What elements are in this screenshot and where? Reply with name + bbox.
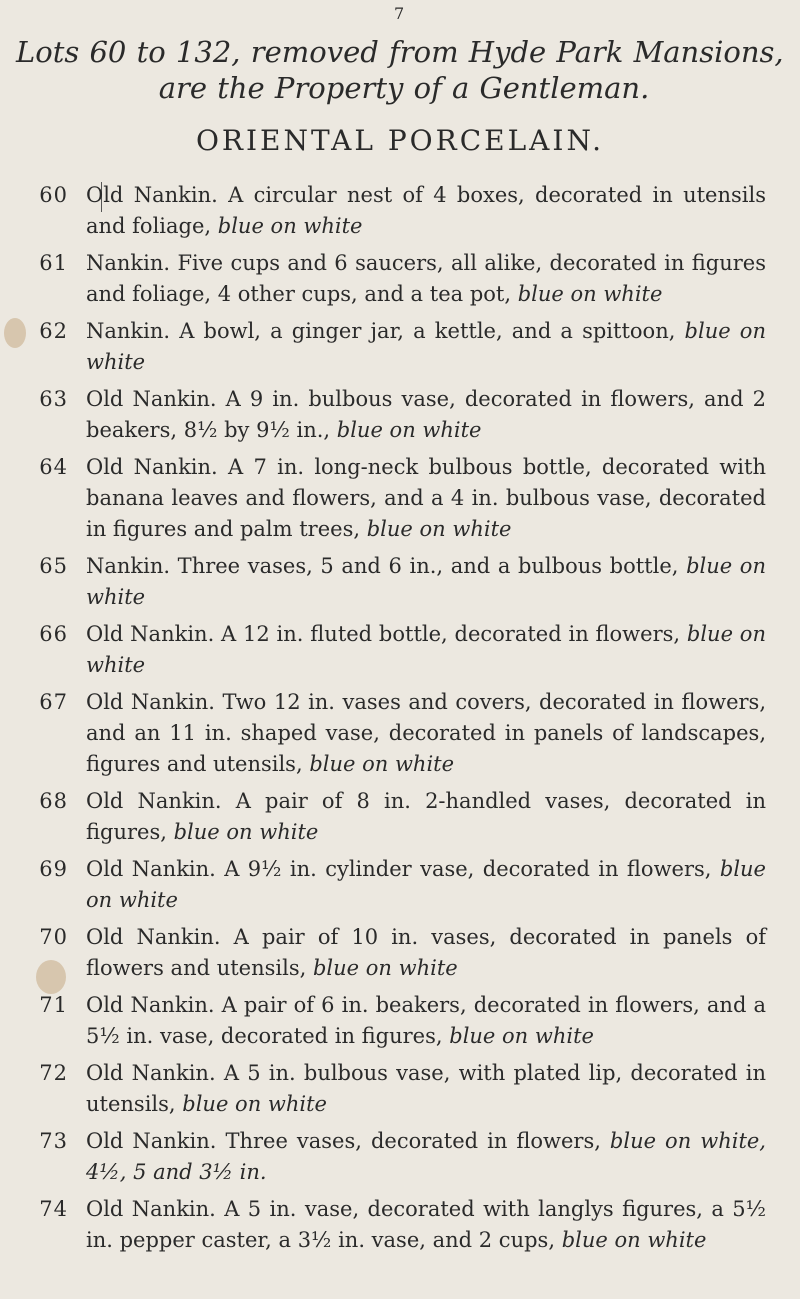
lot-description-text: Old Nankin. A pair of 6 in. beakers, decorated in flowers, and a 5½ in. vase, decorated in figures, (86, 993, 766, 1048)
lot-entry (0, 1194, 800, 1256)
lot-colour-note: blue on white (86, 857, 766, 912)
lot-number: 60 (39, 183, 68, 207)
lot-colour-note: blue on white (309, 752, 455, 776)
lot-description-text: Old Nankin. A pair of 10 in. vases, decorated in panels of flowers and utensils, (86, 925, 766, 980)
lot-description (86, 551, 766, 613)
header-line-2: are the Property of a Gentleman. (158, 71, 650, 105)
lot-description-text: Nankin. Five cups and 6 saucers, all alike, decorated in figures and foliage, 4 other cups, and a tea pot, (86, 251, 766, 306)
lot-number: 66 (39, 622, 68, 646)
lot-entry (0, 619, 800, 681)
lot-description-text: Old Nankin. A circular nest of 4 boxes, decorated in utensils and foliage, (86, 183, 766, 238)
lot-number: 64 (39, 455, 68, 479)
lot-description (86, 854, 766, 916)
lot-entry (0, 384, 800, 446)
lot-colour-note: blue on white (86, 554, 766, 609)
lot-description (86, 1194, 766, 1256)
lot-number: 72 (39, 1061, 68, 1085)
lot-number: 62 (39, 319, 68, 343)
lot-colour-note: blue on white, 4½, 5 and 3½ in. (86, 1129, 766, 1184)
lot-description (86, 687, 766, 780)
lot-colour-note: blue on white (312, 956, 458, 980)
lot-number: 69 (39, 857, 68, 881)
lot-colour-note: blue on white (517, 282, 663, 306)
lot-description (86, 248, 766, 310)
lot-entry (0, 786, 800, 848)
lot-description (86, 1126, 766, 1188)
lot-description-text: Nankin. Three vases, 5 and 6 in., and a bulbous bottle, (86, 554, 679, 578)
lot-number: 65 (39, 554, 68, 578)
lot-colour-note: blue on white (561, 1228, 707, 1252)
lot-description-text: Old Nankin. A 12 in. fluted bottle, decorated in flowers, (86, 622, 681, 646)
lot-number: 71 (39, 993, 68, 1017)
lot-description (86, 316, 766, 378)
lot-number: 61 (39, 251, 68, 275)
lot-colour-note: blue on white (366, 517, 512, 541)
lot-colour-note: blue on white (173, 820, 319, 844)
lot-colour-note: blue on white (86, 622, 766, 677)
lot-description-text: Old Nankin. A 9½ in. cylinder vase, decorated in flowers, (86, 857, 712, 881)
lot-entry (0, 854, 800, 916)
lot-description (86, 1058, 766, 1120)
lot-description-text: Old Nankin. A 9 in. bulbous vase, decorated in flowers, and 2 beakers, 8½ by 9½ in., (86, 387, 766, 442)
lot-description (86, 619, 766, 681)
lot-description (86, 452, 766, 545)
lot-number: 67 (39, 690, 68, 714)
header-line-1: Lots 60 to 132, removed from Hyde Park Mansions, (16, 35, 784, 69)
section-title: ORIENTAL PORCELAIN. (195, 124, 605, 157)
lot-list (0, 180, 800, 1262)
lot-entry (0, 452, 800, 545)
lot-colour-note: blue on white (336, 418, 482, 442)
lot-description-text: Old Nankin. A 7 in. long-neck bulbous bottle, decorated with banana leaves and flowers, and a 4 in. bulbous vase, decorated in figures and palm trees, (86, 455, 766, 541)
lot-description-text: Old Nankin. A 5 in. bulbous vase, with plated lip, decorated in utensils, (86, 1061, 766, 1116)
lot-entry (0, 687, 800, 780)
lot-description (86, 922, 766, 984)
lot-entry (0, 922, 800, 984)
lot-colour-note: blue on white (182, 1092, 327, 1116)
lot-description-text: Old Nankin. Three vases, decorated in flowers, (86, 1129, 601, 1153)
lot-description (86, 990, 766, 1052)
lot-entry (0, 551, 800, 613)
lot-entry (0, 180, 800, 242)
lot-number: 63 (39, 387, 68, 411)
lot-number: 73 (39, 1129, 68, 1153)
lot-description (86, 180, 766, 242)
lots-header (16, 34, 786, 106)
lot-entry (0, 316, 800, 378)
lot-description-text: Old Nankin. Two 12 in. vases and covers, decorated in flowers, and an 11 in. shaped vase, decorated in panels of landscapes, figures and utensils, (86, 690, 766, 776)
lot-colour-note: blue on white (217, 214, 363, 238)
lot-entry (0, 990, 800, 1052)
lot-description-text: Old Nankin. A pair of 8 in. 2-handled vases, decorated in figures, (86, 789, 766, 844)
lot-description-text: Nankin. A bowl, a ginger jar, a kettle, and a spittoon, (86, 319, 676, 343)
page-number: 7 (394, 4, 405, 23)
lot-description (86, 786, 766, 848)
lot-number: 68 (39, 789, 68, 813)
lot-colour-note: blue on white (86, 319, 766, 374)
lot-number: 74 (39, 1197, 68, 1221)
lot-entry (0, 248, 800, 310)
lot-number: 70 (39, 925, 68, 949)
lot-entry (0, 1126, 800, 1188)
lot-description-text: Old Nankin. A 5 in. vase, decorated with langlys figures, a 5½ in. pepper caster, a 3½ in. vase, and 2 cups, (86, 1197, 766, 1252)
lot-entry (0, 1058, 800, 1120)
lot-description (86, 384, 766, 446)
lot-colour-note: blue on white (449, 1024, 594, 1048)
